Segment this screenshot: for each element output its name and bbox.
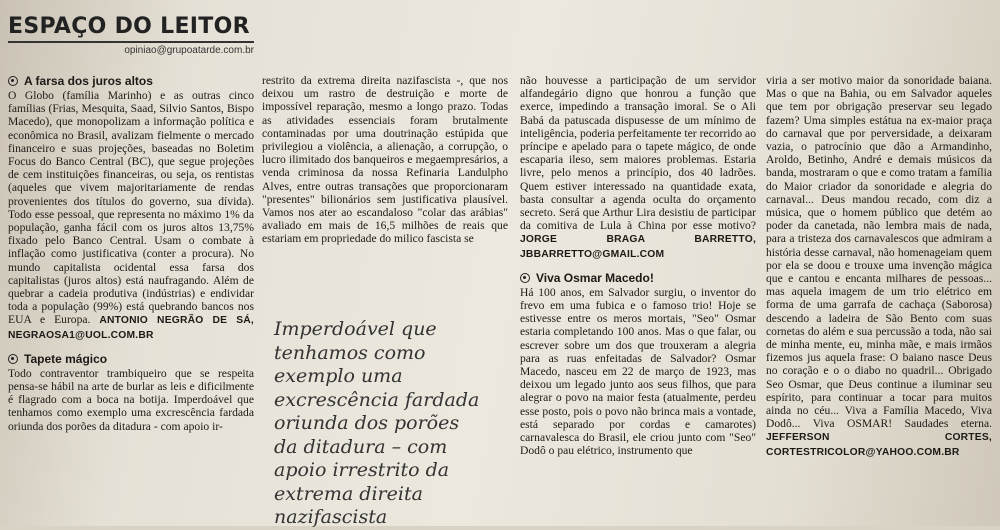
letter-title: A farsa dos juros altos [24, 74, 153, 88]
letter-signature: JEFFERSON CORTES, CORTESTRICOLOR@YAHOO.COM.BR [766, 432, 992, 458]
letter-body: Todo contraventor trambiqueiro que se respeita pensa-se hábil na arte de burlar as leis e dificilmente é flagrado com a boca na botija. Imperdoável que tenhamos como exemplo uma excrescência fardada oriunda dos porões da ditadura - com apoio ir- [8, 366, 254, 433]
column-4 [766, 74, 992, 459]
letter-signature: JORGE BRAGA BARRETTO, JBBARRETTO@GMAIL.COM [520, 234, 756, 260]
column-1 [8, 74, 254, 433]
letter-body: Há 100 anos, em Salvador surgiu, o inventor do frevo em uma fubica e o famoso trio! Hoje se estivesse entre os meros mortais, "Seo" Osmar estaria completando 100 anos. Mas o que falar, ou escrever sobre um dos que trouxeram a alegria para as ruas enfeitadas de Salvador? Osmar Macedo, nasceu em 22 de março de 1923, mas deixou um legado junto aos seus filhos, que para alegrar o povo na maior festa (atualmente, perdeu esse posto, pois o povo não brinca mais a vontade, está separado por cordas e camarotes) carnavalesca do Brasil, ele criou junto com "Seo" Dodô o pau elétrico, instrumento que [520, 285, 756, 458]
bullet-icon [8, 76, 18, 86]
title-rule [8, 41, 254, 43]
letter-heading [8, 352, 254, 366]
letter-signature: ANTONIO NEGRÃO DE SÁ, NEGRAOSA1@UOL.COM.BR [8, 315, 254, 341]
letter-heading [8, 74, 254, 88]
bullet-icon [520, 273, 530, 283]
letter-title: Tapete mágico [24, 351, 108, 366]
section-header [8, 14, 254, 56]
letter-heading [520, 271, 756, 285]
pull-quote: Imperdoável que tenhamos como exemplo uma excrescência fardada oriunda dos porões da ditadura – com apoio irrestrito da extrema direita nazifascista [274, 318, 480, 528]
letter-title: Viva Osmar Macedo! [536, 270, 654, 285]
letter-body: restrito da extrema direita nazifascista -, que nos deixou um rastro de destruição e morte de impossível reparação, mesmo a longo prazo. Todas as atividades essenciais foram brutalmente contaminadas por uma doutrinação estúpida que privilegiou a violência, a alienação, a corrupção, o lucro ilimitado dos banqueiros e megaempresários, a venda criminosa da nossa Refinaria Landulpho Alves, entre outras transações que proporcionaram "presentes" bilionários sem justificativa plausível. Vamos nos ater ao escandaloso "colar das arábias" avaliado em mais de 16,5 milhões de reais que estariam em propriedade do milico fascista se [262, 74, 508, 246]
letter-body: não houvesse a participação de um servidor alfandegário digno que honrou a função que exerce, impedindo a transação imoral. Se o Ali Babá da patuscada dispusesse de um mínimo de inteligência, poderia perfeitamente ter recorrido ao príncipe e apelado para o tapete mágico, de onde escaparia ileso, sem maiores problemas. Estaria livre, pelo menos a princípio, dos 40 ladrões. Quem estiver interessado na quantidade exata, basta consultar a agenda oculta do orçamento secreto. Será que Arthur Lira desistiu de participar da comitiva de Lula à China por esse motivo? JORGE BRAGA BARRETTO, JBBARRETTO@GMAIL.COM [520, 74, 756, 260]
section-title: ESPAÇO DO LEITOR [8, 14, 250, 39]
letter-body: O Globo (família Marinho) e as outras cinco famílias (Frias, Mesquita, Saad, Silvio Santos, Bispo Macedo), que monopolizam a informação política e econômica no Brasil, avalizam fielmente o mercado financeiro e suas projeções, baseadas no Boletim Focus do Banco Central (BC), que segue projeções de cem instituições financeiras, ou seja, os rentistas (aqueles que vivem majoritariamente de rendas provenientes dos títulos do governo, sua dívida). Todo esse pessoal, que representa no máximo 1% da população, ganha fácil com os juros altos 13,75% fixado pelo Banco Central. Usam o combate à inflação como justificativa (conter a procura). No mundo capitalista ocidental essa farsa dos capitalistas (juros altos) está naufragando. Além de quebrar a cadeia produtiva (indústrias) e endividar toda a população (99%) está quebrando bancos nos EUA e Europa. ANTONIO NEGRÃO DE SÁ, NEGRAOSA1@UOL.COM.BR [8, 89, 254, 341]
column-3 [520, 74, 756, 457]
column-2 [262, 74, 508, 246]
bullet-icon [8, 354, 18, 364]
letter-body: viria a ser motivo maior da sonoridade baiana. Mas o que na Bahia, ou em Salvador aqueles que tem por obrigação preservar seu legado fazem? Uma simples estátua na ex-maior praça do carnaval que por perversidade, a deixaram vazia, o patrocínio que dão a Armandinho, Aroldo, Betinho, André e demais músicos da banda, mostraram o que e como tratam a família do Maior criador da sonoridade e alegria do carnaval... Deus mandou recado, com diz a música, que o homem público que detém ao poder da canetada, não lembra mais de nada, para a tristeza dos carnavalescos que admiram a história desse carnaval, não homenageiam quem por ela se doou e trouxe uma invenção mágica que e cantou e encanta milhares de pessoas... mas aquela imagem de um trio elétrico em forma de uma garrafa de cachaça (Saborosa) descendo a ladeira de São Bento com suas cornetas do além e sua percussão a toda, não sai de minha mente, eu, minha mãe, e mais irmãos fizemos jus aquela frase: O baiano nasce Deus no coração e o o diabo no quadril... Obrigado Seo Osmar, que Deus continue a iluminar seu espírito, para continuar a tocar para muitos ainda no céu... Viva a Família Macedo, Viva Dodô... Viva OSMAR! Saudades eterna. JEFFERSON CORTES, CORTESTRICOLOR@YAHOO.COM.BR [766, 74, 992, 458]
section-email: opiniao@grupoatarde.com.br [124, 45, 254, 56]
